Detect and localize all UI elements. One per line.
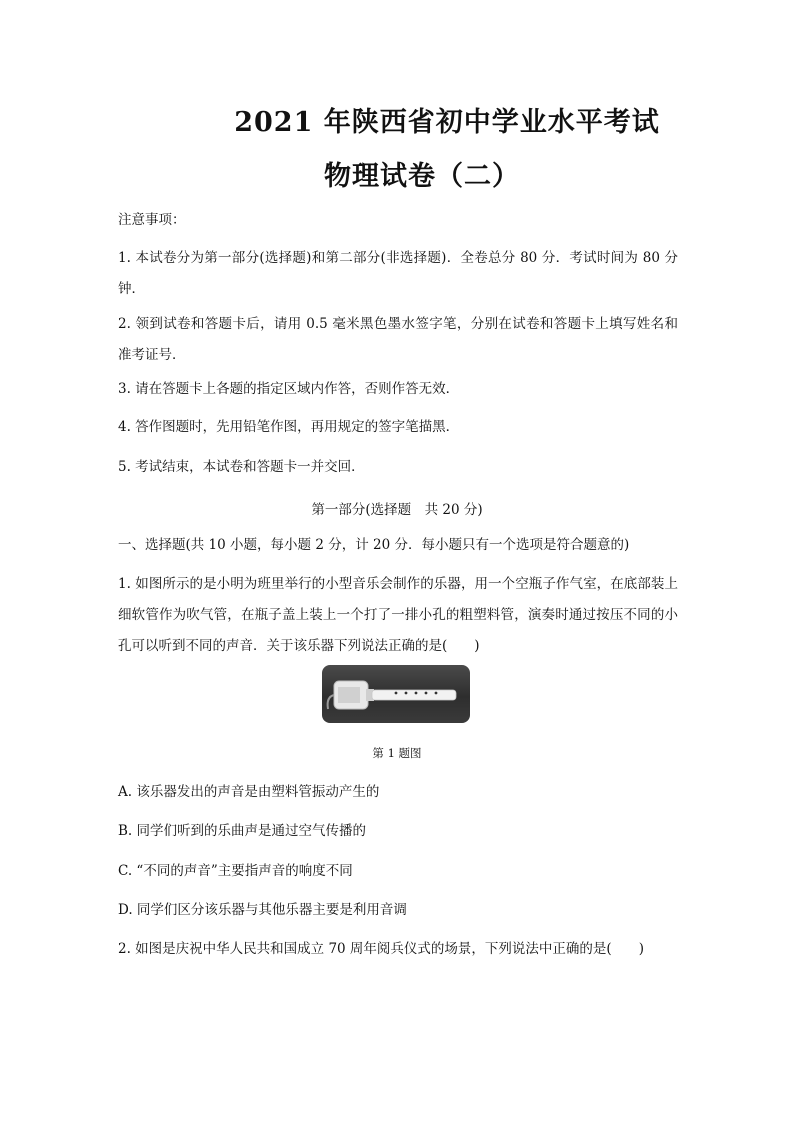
instrument-photo [322, 665, 470, 723]
notice-item-1: 1. 本试卷分为第一部分(选择题)和第二部分(非选择题)．全卷总分 80 分．考试时间为 80 分钟． [118, 250, 678, 297]
notice-item-4: 4. 答作图题时，先用铅笔作图，再用规定的签字笔描黑． [118, 419, 460, 435]
exam-title: 2021 年陕西省初中学业水平考试 [234, 107, 660, 138]
question-2-stem: 2. 如图是庆祝中华人民共和国成立 70 周年阅兵仪式的场景，下列说法中正确的是( ) [118, 941, 644, 957]
question-1-option-c: C. “不同的声音”主要指声音的响度不同 [118, 863, 353, 879]
question-1-option-d: D. 同学们区分该乐器与其他乐器主要是利用音调 [118, 902, 407, 918]
notice-heading: 注意事项： [118, 212, 186, 228]
question-1-figure [322, 665, 470, 723]
exam-subtitle: 物理试卷（二） [324, 161, 520, 192]
question-1-option-a: A. 该乐器发出的声音是由塑料管振动产生的 [118, 784, 380, 800]
notice-item-2: 2. 领到试卷和答题卡后，请用 0.5 毫米黑色墨水签字笔，分别在试卷和答题卡上填写姓名和准考证号． [118, 316, 678, 363]
section-heading: 一、选择题(共 10 小题，每小题 2 分，计 20 分．每小题只有一个选项是符合题意的) [118, 537, 630, 553]
notice-item-5: 5. 考试结束，本试卷和答题卡一并交回． [118, 459, 365, 475]
notice-item-3: 3. 请在答题卡上各题的指定区域内作答，否则作答无效． [118, 381, 460, 397]
question-1-option-b: B. 同学们听到的乐曲声是通过空气传播的 [118, 823, 367, 839]
part-heading: 第一部分(选择题 共 20 分) [311, 502, 483, 518]
question-1-figure-caption: 第 1 题图 [372, 746, 422, 760]
question-1-stem: 1. 如图所示的是小明为班里举行的小型音乐会制作的乐器，用一个空瓶子作气室，在底部装上细软管作为吹气管，在瓶子盖上装上一个打了一排小孔的粗塑料管，演奏时通过按压不同的小孔可以听到不同的声音．关于该乐器下列说法正确的是( ) [118, 576, 678, 654]
